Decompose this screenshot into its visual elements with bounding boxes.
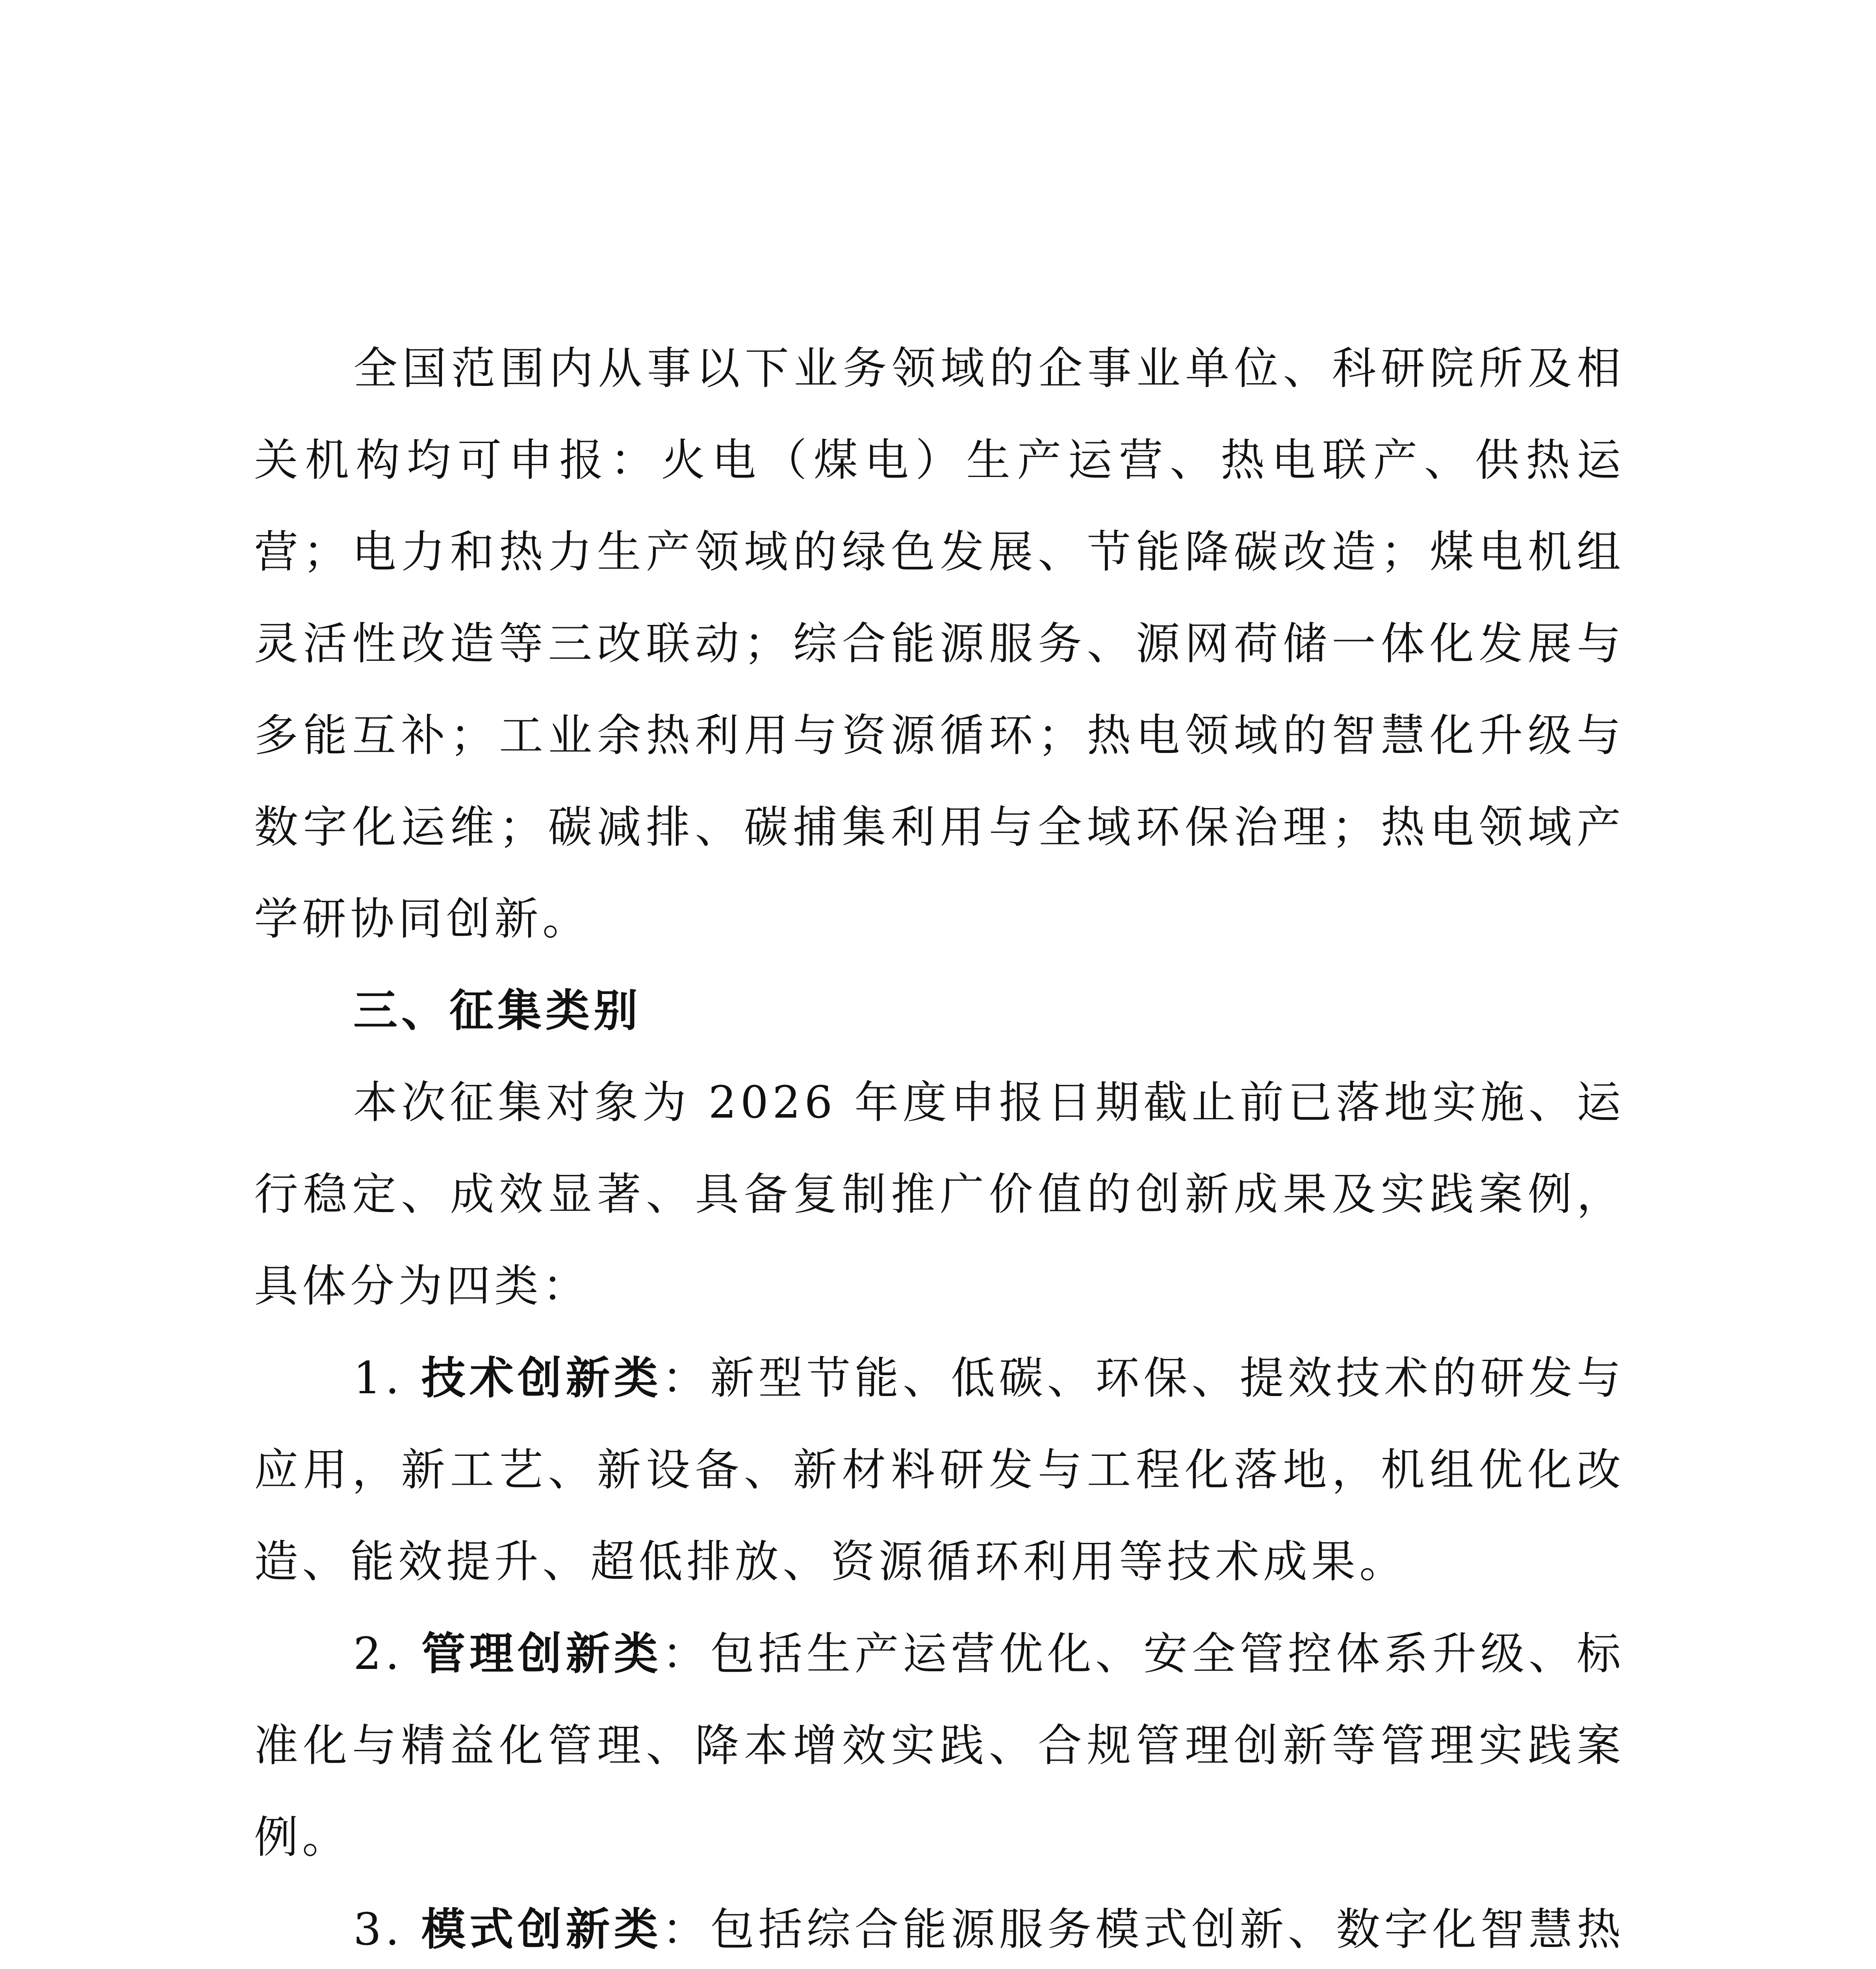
item-number: 2. [353, 1628, 421, 1680]
item-text: ：包括生产运营优化、安全管控体系升级、标准化与精益化管理、降本增效实践、合规管理创新等管理实践案例。 [254, 1628, 1625, 1863]
item-label: 管理创新类 [421, 1628, 662, 1680]
category-item-model [254, 1884, 1625, 1969]
item-text: ：包括综合能源服务模式创新、数字化智慧热 [662, 1904, 1625, 1955]
category-item-management [254, 1608, 1625, 1884]
item-number: 1. [353, 1353, 421, 1404]
categories-intro: 本次征集对象为 2026 年度申报日期截止前已落地实施、运行稳定、成效显著、具备复制推广价值的创新成果及实践案例，具体分为四类： [254, 1077, 1625, 1312]
item-number: 3. [353, 1904, 421, 1955]
item-label: 模式创新类 [421, 1904, 662, 1955]
category-item-technology [254, 1332, 1625, 1608]
item-text: ：新型节能、低碳、环保、提效技术的研发与应用，新工艺、新设备、新材料研发与工程化落地，机组优化改造、能效提升、超低排放、资源循环利用等技术成果。 [254, 1353, 1625, 1587]
item-label: 技术创新类 [421, 1352, 662, 1404]
document-body [254, 323, 1625, 1969]
section-heading-categories: 三、征集类别 [353, 985, 642, 1036]
eligibility-paragraph: 全国范围内从事以下业务领域的企事业单位、科研院所及相关机构均可申报：火电（煤电）生产运营、热电联产、供热运营；电力和热力生产领域的绿色发展、节能降碳改造；煤电机组灵活性改造等三改联动；综合能源服务、源网荷储一体化发展与多能互补；工业余热利用与资源循环；热电领域的智慧化升级与数字化运维；碳减排、碳捕集利用与全域环保治理；热电领域产学研协同创新。 [254, 343, 1625, 945]
